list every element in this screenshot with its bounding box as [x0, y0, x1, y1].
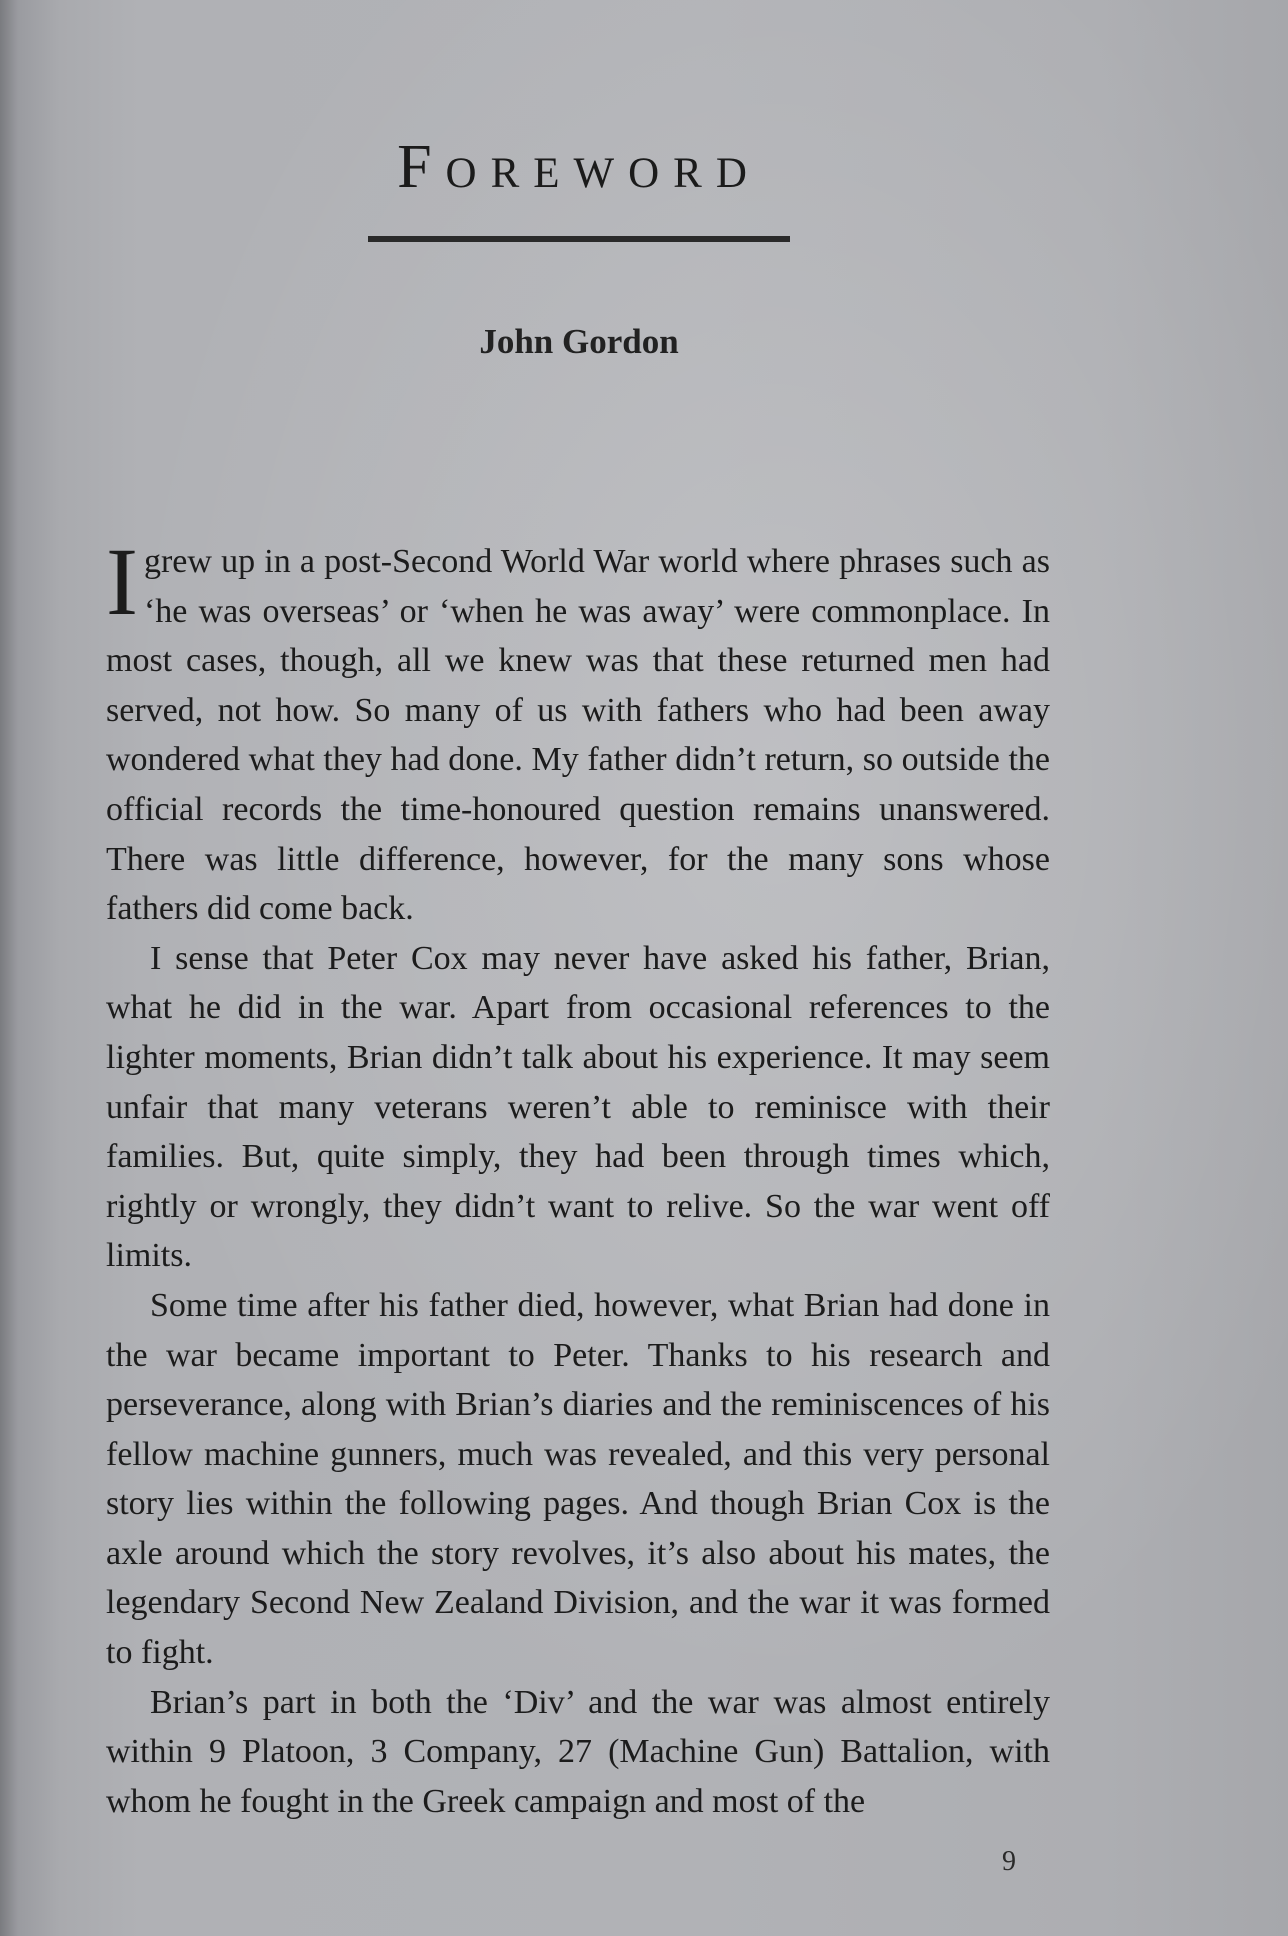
page-title: Foreword [397, 133, 761, 201]
drop-cap: I [106, 528, 138, 635]
title-underline [368, 236, 790, 242]
author-name: John Gordon [479, 322, 679, 361]
body-text [106, 528, 1050, 1826]
page-number: 9 [1002, 1846, 1016, 1877]
paragraph-1-text: grew up in a post-Second World War world where phrases such as ‘he was overseas’ or ‘when he was away’ were commonplace. In most cases, though, all we knew was that these returned men had served, not how. So many of us with fathers who had been away wondered what they had done. My father didn’t return, so outside the official records the time-honoured question remains unanswered. There was little difference, however, for the many sons whose fathers did come back. [106, 543, 1050, 928]
paragraph-1 [106, 528, 1050, 934]
paragraph-3: Some time after his father died, however, what Brian had done in the war became important to Peter. Thanks to his research and perseverance, along with Brian’s diaries and the reminiscences of his fellow machine gunners, much was revealed, and this very personal story lies within the following pages. And though Brian Cox is the axle around which the story revolves, it’s also about his mates, the legendary Second New Zealand Division, and the war it was formed to fight. [106, 1286, 1050, 1672]
paragraph-2: I sense that Peter Cox may never have asked his father, Brian, what he did in the war. Apart from occasional references to the lighter moments, Brian didn’t talk about his experience. It may seem unfair that many veterans weren’t able to reminisce with their families. But, quite simply, they had been through times which, rightly or wrongly, they didn’t want to relive. So the war went off limits. [106, 939, 1050, 1275]
paragraph-4: Brian’s part in both the ‘Div’ and the war was almost entirely within 9 Platoon, 3 Company, 27 (Machine Gun) Battalion, with whom he fought in the Greek campaign and most of the [106, 1683, 1050, 1820]
